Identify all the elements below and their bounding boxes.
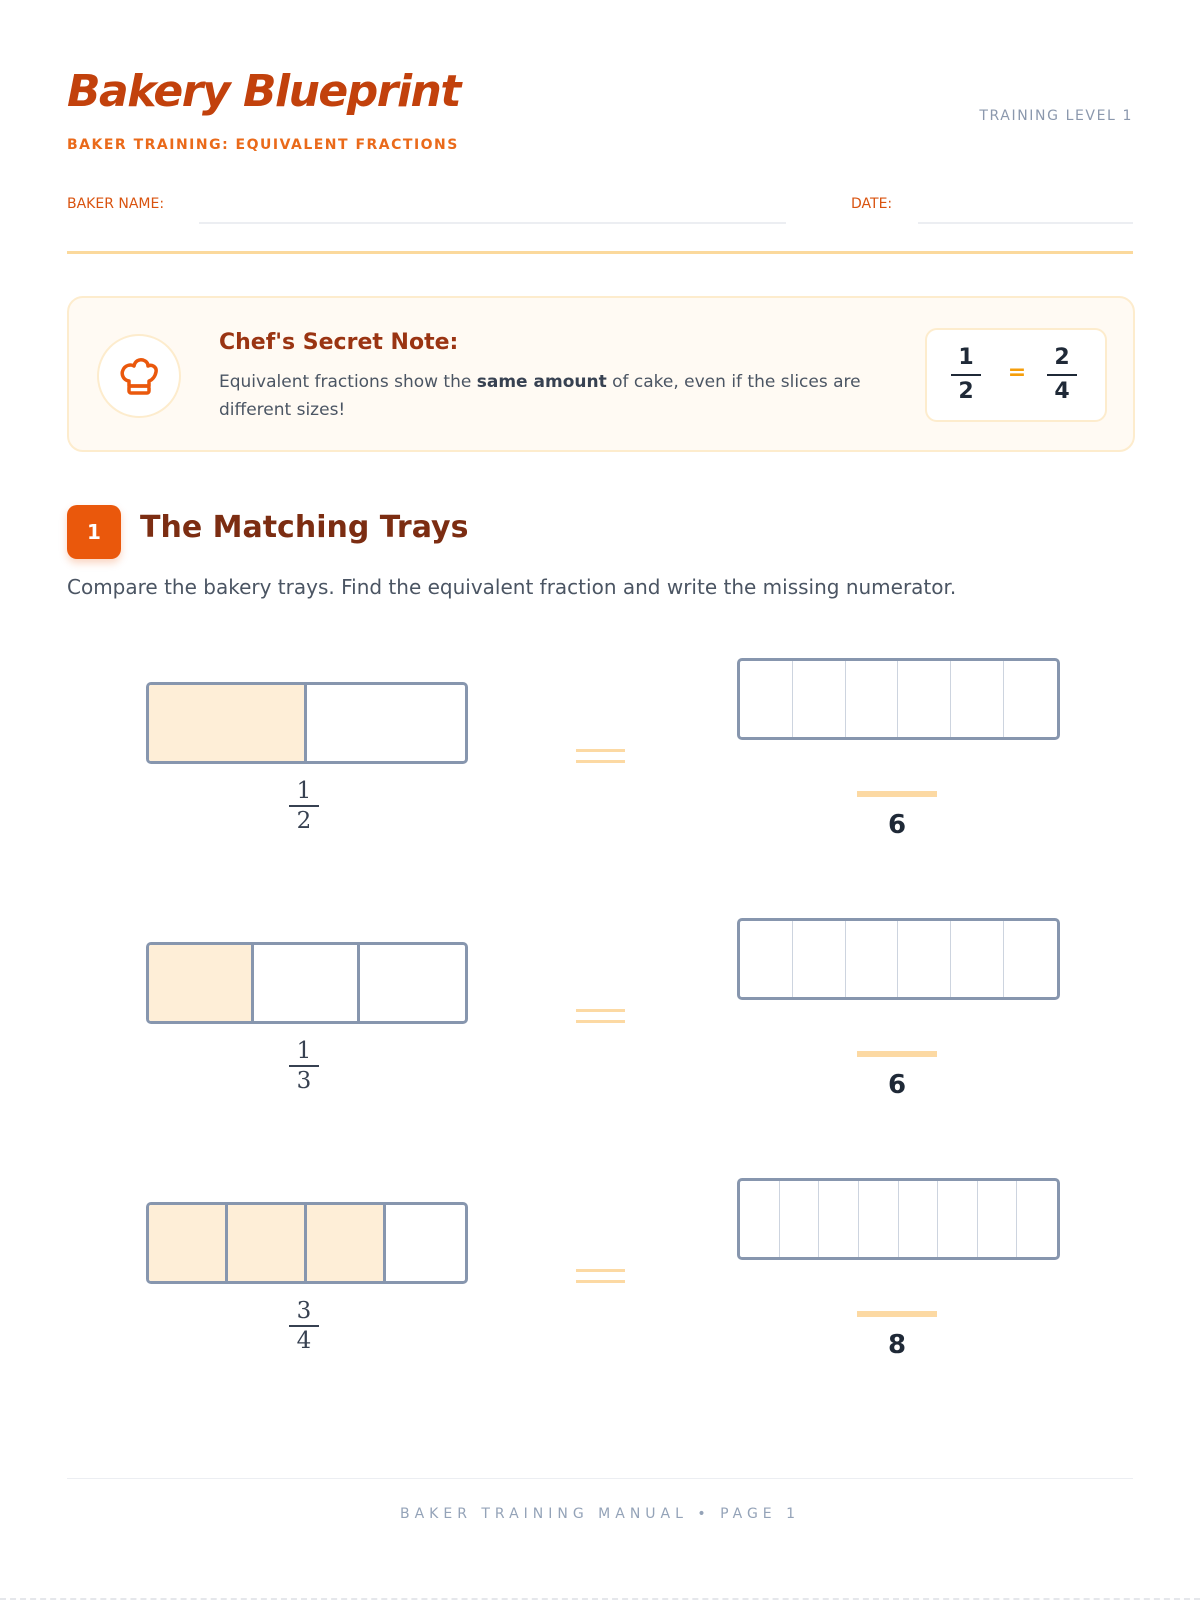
note-title: Chef's Secret Note: [219,330,459,355]
answer-tray-section[interactable] [938,1181,978,1257]
page-footer: BAKER TRAINING MANUAL • PAGE 1 [399,1506,801,1522]
shaded-tray-section [149,685,307,761]
answer-tray-section[interactable] [793,921,846,997]
example-fraction-right: 2 4 [1047,344,1077,406]
answer-denominator: 8 [887,1330,907,1360]
note-emphasis: same amount [476,372,607,392]
equals-sign [576,749,625,767]
shaded-tray-section [307,1205,386,1281]
answer-tray-section[interactable] [951,661,1004,737]
answer-denominator: 6 [887,1070,907,1100]
answer-denominator: 6 [887,810,907,840]
answer-tray-section[interactable] [898,921,951,997]
chef-note [67,296,1135,452]
header-divider [67,251,1133,254]
example-fraction-left: 1 2 [951,344,981,406]
baker-name-label: BAKER NAME: [67,196,165,212]
shaded-tray-section [149,1205,228,1281]
problem-row [67,1178,1133,1398]
answer-tray-section[interactable] [819,1181,859,1257]
answer-tray-section[interactable] [1004,921,1057,997]
shaded-tray-section [149,945,254,1021]
footer-divider [67,1478,1133,1479]
answer-tray-section[interactable] [740,661,793,737]
given-tray [146,942,468,1024]
section-instructions: Compare the bakery trays. Find the equivalent fraction and write the missing numerator. [67,575,957,599]
answer-tray[interactable] [737,1178,1060,1260]
empty-tray-section [254,945,359,1021]
given-fraction: 3 4 [289,1299,319,1353]
answer-tray-section[interactable] [1004,661,1057,737]
note-body: Equivalent fractions show the same amount of cake, even if the slices are different sizes! [219,372,861,420]
answer-tray-section[interactable] [951,921,1004,997]
section-number-badge: 1 [67,505,121,559]
answer-tray-section[interactable] [793,661,846,737]
shaded-tray-section [228,1205,307,1281]
page-subtitle: BAKER TRAINING: EQUIVALENT FRACTIONS [67,137,459,153]
given-fraction: 1 2 [289,779,319,833]
given-fraction: 1 3 [289,1039,319,1093]
page-title: Bakery Blueprint [67,66,460,117]
numerator-answer-blank[interactable] [857,1051,937,1057]
answer-tray-section[interactable] [978,1181,1018,1257]
answer-tray-section[interactable] [780,1181,820,1257]
answer-tray[interactable] [737,658,1060,740]
answer-tray-section[interactable] [846,661,899,737]
numerator-answer-blank[interactable] [857,1311,937,1317]
empty-tray-section [307,685,465,761]
answer-tray-section[interactable] [898,661,951,737]
numerator-answer-blank[interactable] [857,791,937,797]
answer-tray-section[interactable] [859,1181,899,1257]
date-field[interactable] [918,222,1133,224]
given-tray [146,682,468,764]
chef-hat-icon [115,352,163,400]
date-label: DATE: [851,196,893,212]
empty-tray-section [360,945,465,1021]
answer-tray-section[interactable] [899,1181,939,1257]
training-level: TRAINING LEVEL 1 [979,108,1133,124]
answer-tray-section[interactable] [846,921,899,997]
given-tray [146,1202,468,1284]
section-title: The Matching Trays [140,510,469,545]
empty-tray-section [386,1205,465,1281]
answer-tray[interactable] [737,918,1060,1000]
equals-sign [576,1269,625,1287]
example-equals: = [1007,360,1027,385]
equals-sign [576,1009,625,1027]
answer-tray-section[interactable] [1017,1181,1057,1257]
chef-hat-badge [97,334,181,418]
answer-tray-section[interactable] [740,1181,780,1257]
worksheet-page [67,0,1133,1600]
example-equation-card [925,328,1107,422]
answer-tray-section[interactable] [740,921,793,997]
problem-row [67,918,1133,1138]
problem-row [67,658,1133,878]
baker-name-field[interactable] [199,222,786,224]
